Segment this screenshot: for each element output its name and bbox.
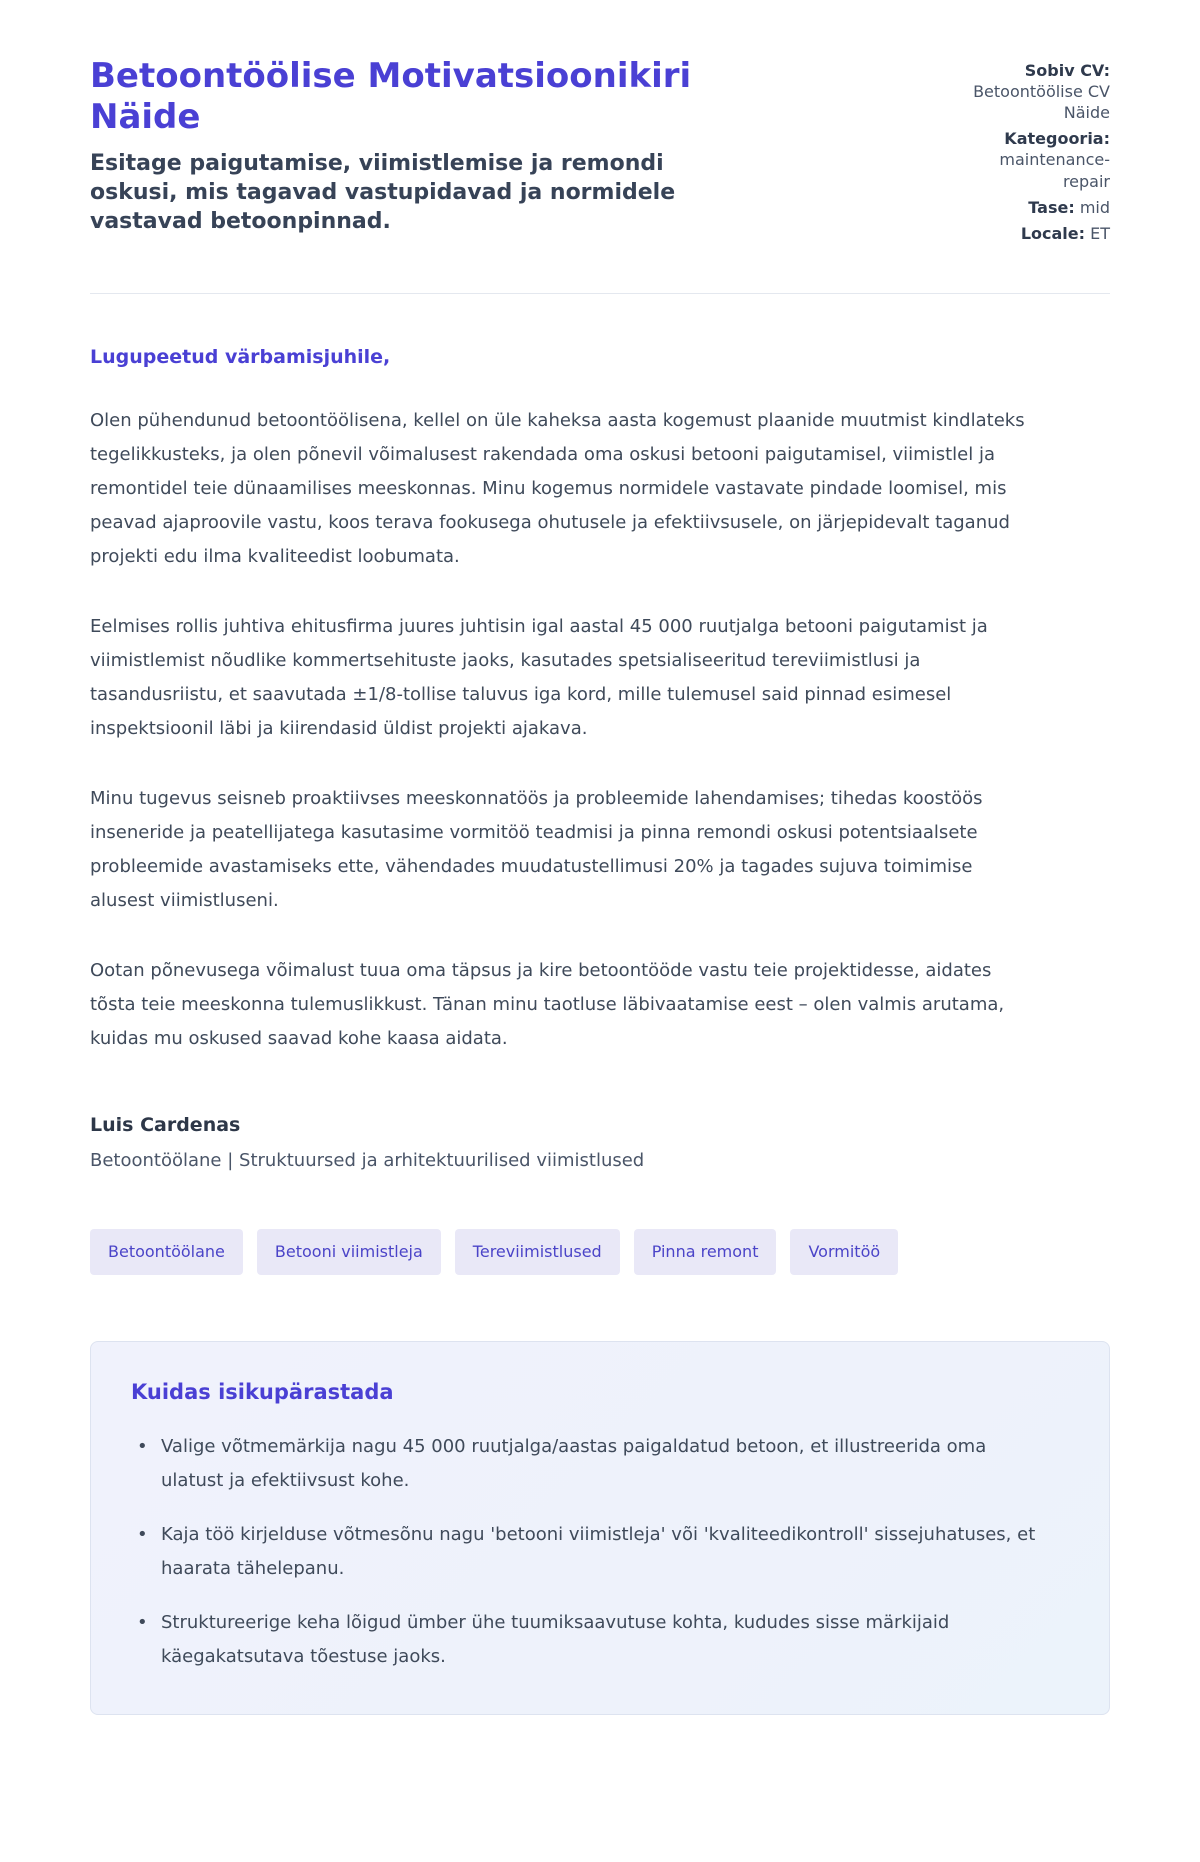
tips-item <box>131 1606 1051 1674</box>
meta-row-category <box>960 128 1110 191</box>
header <box>90 56 1110 249</box>
meta-label: Kategooria: <box>1004 129 1110 149</box>
letter-paragraph: Eelmises rollis juhtiva ehitusfirma juures juhtisin igal aastal 45 000 ruutjalga betooni paigutamist ja viimistlemist nõudlike kommertsehituste jaoks, kasutades spetsialiseeritud tereviimistlusi ja tasandusriistu, et saavutada ±1/8-tollise taluvus iga kord, mille tulemusel said pinnad esimesel inspektsioonil läbi ja kiirendasid üldist projekti ajakava. <box>90 615 988 739</box>
page-title: Betoontöölise Motivatsioonikiri Näide <box>90 56 692 138</box>
letter-paragraph: Minu tugevus seisneb proaktiivses meeskonnatöös ja probleemide lahendamises; tihedas koostöös inseneride ja peatellijatega kasutasime vormitöö teadmisi ja pinna remondi oskusi potentsiaalsete probleemide avastamiseks ette, vähendades muudatustellimusi 20% ja tagades sujuva toimimise alusest viimistluseni. <box>90 787 983 911</box>
meta-label: Locale: <box>1020 223 1086 243</box>
signature-name: Luis Cardenas <box>90 1113 241 1136</box>
divider <box>90 293 1110 294</box>
meta-value: maintenance-repair <box>999 150 1110 191</box>
tag-chip[interactable]: Tereviimistlused <box>455 1229 620 1275</box>
personalization-tips-box <box>90 1341 1110 1715</box>
tag-chip[interactable]: Vormitöö <box>790 1229 898 1275</box>
letter-paragraph: Olen pühendunud betoontöölisena, kellel on üle kaheksa aasta kogemust plaanide muutmist kindlateks tegelikkusteks, ja olen põnevil võimalusest rakendada oma oskusi betooni paigutamisel, viimistlel ja remontidel teie dünaamilises meeskonnas. Minu kogemus normidele vastavate pindade loomisel, mis peavad ajaproovile vastu, koos terava fookusega ohutusele ja efektiivsusele, on järjepidevalt taganud projekti edu ilma kvaliteedist loobumata. <box>90 409 1025 567</box>
tag-list <box>90 1229 1110 1275</box>
meta-row-locale <box>960 223 1110 244</box>
meta-value: Betoontöölise CV Näide <box>973 82 1110 123</box>
tips-item <box>131 1430 1051 1498</box>
meta-value: mid <box>1079 197 1110 217</box>
cover-letter-page <box>90 0 1110 1785</box>
letter-paragraph: Ootan põnevusega võimalust tuua oma täpsus ja kire betoontööde vastu teie projektidesse, aidates tõsta teie meeskonna tulemuslikkust. Tänan minu taotluse läbivaatamise eest – olen valmis arutama, kuidas mu oskused saavad kohe kaasa aidata. <box>90 959 1005 1049</box>
tips-item <box>131 1518 1051 1586</box>
meta-row-level <box>960 197 1110 218</box>
greeting: Lugupeetud värbamisjuhile, <box>90 345 391 368</box>
letter-body <box>90 346 1035 1171</box>
tips-item-text: Valige võtmemärkija nagu 45 000 ruutjalga/aastas paigaldatud betoon, et illustreerida oma ulatust ja efektiivsust kohe. <box>161 1435 987 1491</box>
signature-role: Betoontöölane | Struktuursed ja arhitektuurilised viimistlused <box>90 1149 645 1171</box>
tips-title: Kuidas isikupärastada <box>131 1379 394 1404</box>
bullet-icon: • <box>137 1611 148 1633</box>
tips-item-text: Struktureerige keha lõigud ümber ühe tuumiksaavutuse kohta, kududes sisse märkijaid käegakatsutava tõestuse jaoks. <box>161 1611 950 1667</box>
meta-value: ET <box>1090 223 1110 243</box>
meta-panel <box>960 56 1110 249</box>
bullet-icon: • <box>137 1523 148 1545</box>
tips-item-text: Kaja töö kirjelduse võtmesõnu nagu 'betooni viimistleja' või 'kvaliteedikontroll' sissejuhatuses, et haarata tähelepanu. <box>161 1523 1036 1579</box>
tips-list <box>131 1430 1069 1674</box>
tag-chip[interactable]: Betoontöölane <box>90 1229 243 1275</box>
tag-chip[interactable]: Pinna remont <box>634 1229 777 1275</box>
meta-row-matching-cv <box>960 60 1110 123</box>
page-subtitle: Esitage paigutamise, viimistlemise ja remondi oskusi, mis tagavad vastupidavad ja normidele vastavad betoonpinnad. <box>90 150 676 234</box>
meta-label: Tase: <box>1028 197 1075 217</box>
tag-chip[interactable]: Betooni viimistleja <box>257 1229 441 1275</box>
header-title-block <box>90 56 850 236</box>
bullet-icon: • <box>137 1435 148 1457</box>
meta-label: Sobiv CV: <box>1024 61 1110 80</box>
